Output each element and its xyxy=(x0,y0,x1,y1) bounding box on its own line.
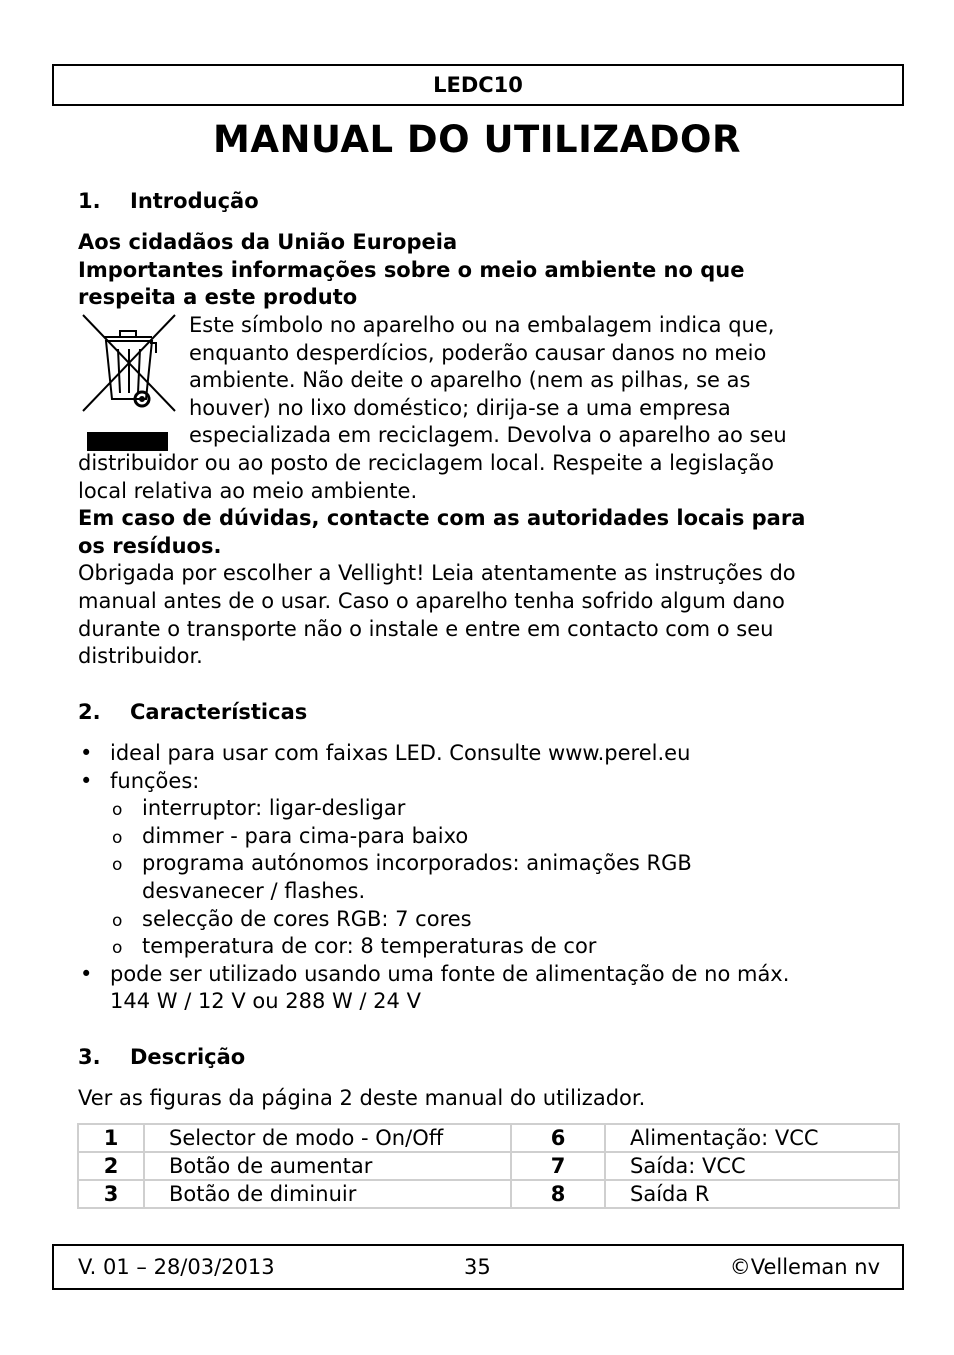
list-item-text: selecção de cores RGB: 7 cores xyxy=(142,906,472,931)
section-number: 2. xyxy=(78,700,101,724)
sub-list-item xyxy=(78,795,878,823)
part-label: Botão de diminuir xyxy=(144,1180,511,1208)
weee-line: houver) no lixo doméstico; dirija-se a uma empresa xyxy=(189,395,731,420)
section-heading-caracteristicas xyxy=(78,699,307,727)
circle-bullet-icon: o xyxy=(112,855,123,876)
features-list xyxy=(78,740,878,1016)
list-item xyxy=(78,740,878,768)
footer-version: V. 01 – 28/03/2013 xyxy=(78,1255,275,1279)
weee-line: especializada em reciclagem. Devolva o aparelho ao seu xyxy=(189,423,787,448)
list-item-text: pode ser utilizado usando uma fonte de alimentação de no máx. xyxy=(110,961,790,986)
section-title: Introdução xyxy=(130,189,259,213)
part-label: Alimentação: VCC xyxy=(605,1124,899,1152)
section-title: Características xyxy=(130,700,308,724)
footer xyxy=(52,1244,904,1290)
weee-continued xyxy=(78,450,878,671)
weee-line: ambiente. Não deite o aparelho (nem as pilhas, se as xyxy=(189,368,751,393)
weee-line: distribuidor ou ao posto de reciclagem local. Respeite a legislação xyxy=(78,451,774,475)
section-heading-introducao xyxy=(78,188,259,216)
section-number: 1. xyxy=(78,189,101,213)
eu-heading: Aos cidadãos da União Europeia xyxy=(78,230,458,254)
page-number: 35 xyxy=(464,1255,491,1279)
part-number: 7 xyxy=(511,1152,605,1180)
section-heading-descricao xyxy=(78,1044,245,1072)
section-number: 3. xyxy=(78,1045,101,1069)
sub-list-item xyxy=(78,906,878,934)
part-number: 1 xyxy=(78,1124,144,1152)
weee-text xyxy=(189,312,869,450)
doubts-line: Em caso de dúvidas, contacte com as autoridades locais para xyxy=(78,506,806,531)
header-model-box xyxy=(52,64,904,106)
table-row xyxy=(78,1124,899,1152)
part-number: 2 xyxy=(78,1152,144,1180)
part-label: Selector de modo - On/Off xyxy=(144,1124,511,1152)
sub-list-item-continued xyxy=(78,878,878,906)
table-row xyxy=(78,1152,899,1180)
list-item-text: funções: xyxy=(110,768,200,793)
part-number: 6 xyxy=(511,1124,605,1152)
part-label: Botão de aumentar xyxy=(144,1152,511,1180)
thanks-line: durante o transporte não o instale e entre em contacto com o seu xyxy=(78,616,774,641)
sub-list-item xyxy=(78,823,878,851)
bullet-icon: • xyxy=(80,741,93,765)
weee-line: enquanto desperdícios, poderão causar danos no meio xyxy=(189,340,767,365)
circle-bullet-icon: o xyxy=(112,938,123,959)
list-item-text: ideal para usar com faixas LED. Consulte www.perel.eu xyxy=(110,741,691,765)
bullet-icon: • xyxy=(80,768,93,793)
weee-bin-icon xyxy=(80,313,180,455)
list-item xyxy=(78,961,878,989)
thanks-line: Obrigada por escolher a Vellight! Leia atentamente as instruções do xyxy=(78,561,796,586)
part-label: Saída: VCC xyxy=(605,1152,899,1180)
page-title: MANUAL DO UTILIZADOR xyxy=(213,118,741,161)
circle-bullet-icon: o xyxy=(112,910,123,931)
part-number: 8 xyxy=(511,1180,605,1208)
list-item-text: programa autónomos incorporados: animações RGB xyxy=(142,851,692,876)
thanks-line: manual antes de o usar. Caso o aparelho tenha sofrido algum dano xyxy=(78,588,785,613)
part-label: Saída R xyxy=(605,1180,899,1208)
sub-list-item xyxy=(78,850,878,878)
env-heading-line-2: respeita a este produto xyxy=(78,285,358,309)
section-title: Descrição xyxy=(130,1045,246,1069)
thanks-line: distribuidor. xyxy=(78,644,203,669)
list-item-text: temperatura de cor: 8 temperaturas de cor xyxy=(142,934,597,959)
parts-table xyxy=(77,1123,900,1209)
list-item-continued xyxy=(78,988,878,1016)
footer-copyright: ©Velleman nv xyxy=(729,1255,880,1279)
sub-list-item xyxy=(78,933,878,961)
list-item-text: dimmer - para cima-para baixo xyxy=(142,823,469,848)
table-row xyxy=(78,1180,899,1208)
circle-bullet-icon: o xyxy=(112,827,123,848)
list-item-text: desvanecer / flashes. xyxy=(142,878,366,903)
weee-line: local relativa ao meio ambiente. xyxy=(78,478,418,503)
list-item-text: interruptor: ligar-desligar xyxy=(142,796,406,821)
doubts-line: os resíduos. xyxy=(78,533,222,558)
list-item xyxy=(78,768,878,796)
weee-line: Este símbolo no aparelho ou na embalagem indica que, xyxy=(189,313,775,337)
list-item-text: 144 W / 12 V ou 288 W / 24 V xyxy=(110,989,421,1014)
description-text: Ver as figuras da página 2 deste manual do utilizador. xyxy=(78,1086,646,1110)
bullet-icon: • xyxy=(80,961,93,986)
model-label: LEDC10 xyxy=(433,73,523,97)
env-heading-line-1: Importantes informações sobre o meio ambiente no que xyxy=(78,258,745,282)
circle-bullet-icon: o xyxy=(112,800,123,821)
part-number: 3 xyxy=(78,1180,144,1208)
